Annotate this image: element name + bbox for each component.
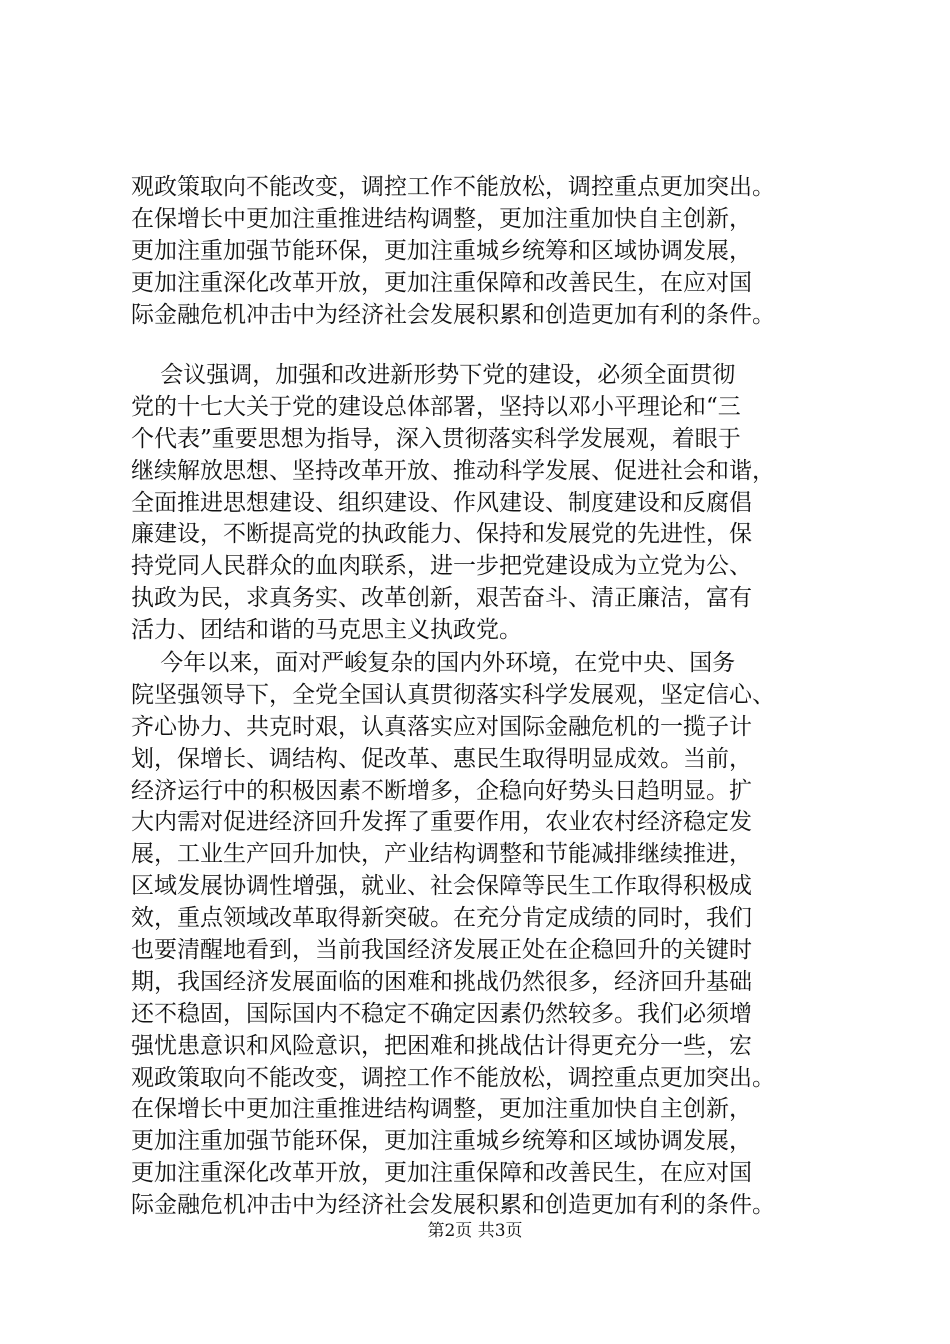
text-line: 际金融危机冲击中为经济社会发展积累和创造更加有利的条件。 [131,301,775,328]
page-number-footer: 第2页 共3页 [427,1221,523,1241]
paragraph-economy [131,648,851,1222]
paragraph-continuation [131,172,851,331]
text-line: 齐心协力、共克时艰，认真落实应对国际金融危机的一揽子计 [131,713,752,740]
text-line: 划，保增长、调结构、促改革、惠民生取得明显成效。当前， [131,745,752,772]
text-line: 区域发展协调性增强，就业、社会保障等民生工作取得积极成 [131,873,752,900]
text-line: 观政策取向不能改变，调控工作不能放松，调控重点更加突出。 [131,174,775,200]
text-line: 院坚强领导下，全党全国认真贯彻落实科学发展观，坚定信心、 [131,681,775,708]
text-line: 展，工业生产回升加快，产业结构调整和节能减排继续推进， [131,841,752,868]
paragraph-party-building [131,360,851,647]
text-line: 期，我国经济发展面临的困难和挑战仍然很多，经济回升基础 [131,968,752,995]
text-line: 今年以来，面对严峻复杂的国内外环境，在党中央、国务 [131,650,736,676]
text-line: 效，重点领域改革取得新突破。在充分肯定成绩的同时，我们 [131,905,752,932]
text-line: 廉建设，不断提高党的执政能力、保持和发展党的先进性，保 [131,521,752,548]
text-line: 还不稳固，国际国内不稳定不确定因素仍然较多。我们必须增 [131,1000,752,1027]
text-line: 个代表”重要思想为指导，深入贯彻落实科学发展观，着眼于 [131,425,741,452]
text-line: 更加注重加强节能环保，更加注重城乡统筹和区域协调发展， [131,1128,752,1155]
text-line: 全面推进思想建设、组织建设、作风建设、制度建设和反腐倡 [131,489,752,516]
text-line: 党的十七大关于党的建设总体部署，坚持以邓小平理论和“三 [131,393,741,420]
text-line: 在保增长中更加注重推进结构调整，更加注重加快自主创新， [131,205,752,232]
text-line: 继续解放思想、坚持改革开放、推动科学发展、促进社会和谐， [131,457,775,484]
text-line: 大内需对促进经济回升发挥了重要作用，农业农村经济稳定发 [131,809,752,836]
text-line: 更加注重深化改革开放，更加注重保障和改善民生，在应对国 [131,1160,752,1187]
text-line: 会议强调，加强和改进新形势下党的建设，必须全面贯彻 [131,362,736,388]
text-line: 经济运行中的积极因素不断增多，企稳向好势头日趋明显。扩 [131,777,752,804]
text-line: 在保增长中更加注重推进结构调整，更加注重加快自主创新， [131,1096,752,1123]
text-line: 活力、团结和谐的马克思主义执政党。 [131,617,522,644]
text-line: 持党同人民群众的血肉联系，进一步把党建设成为立党为公、 [131,553,752,580]
text-line: 也要清醒地看到，当前我国经济发展正处在企稳回升的关键时 [131,937,752,964]
text-line: 更加注重加强节能环保，更加注重城乡统筹和区域协调发展， [131,237,752,264]
text-line: 执政为民，求真务实、改革创新，艰苦奋斗、清正廉洁，富有 [131,585,752,612]
text-line: 际金融危机冲击中为经济社会发展积累和创造更加有利的条件。 [131,1192,775,1219]
text-line: 观政策取向不能改变，调控工作不能放松，调控重点更加突出。 [131,1064,775,1091]
text-line: 更加注重深化改革开放，更加注重保障和改善民生，在应对国 [131,269,752,296]
text-line: 强忧患意识和风险意识，把困难和挑战估计得更充分一些，宏 [131,1032,752,1059]
